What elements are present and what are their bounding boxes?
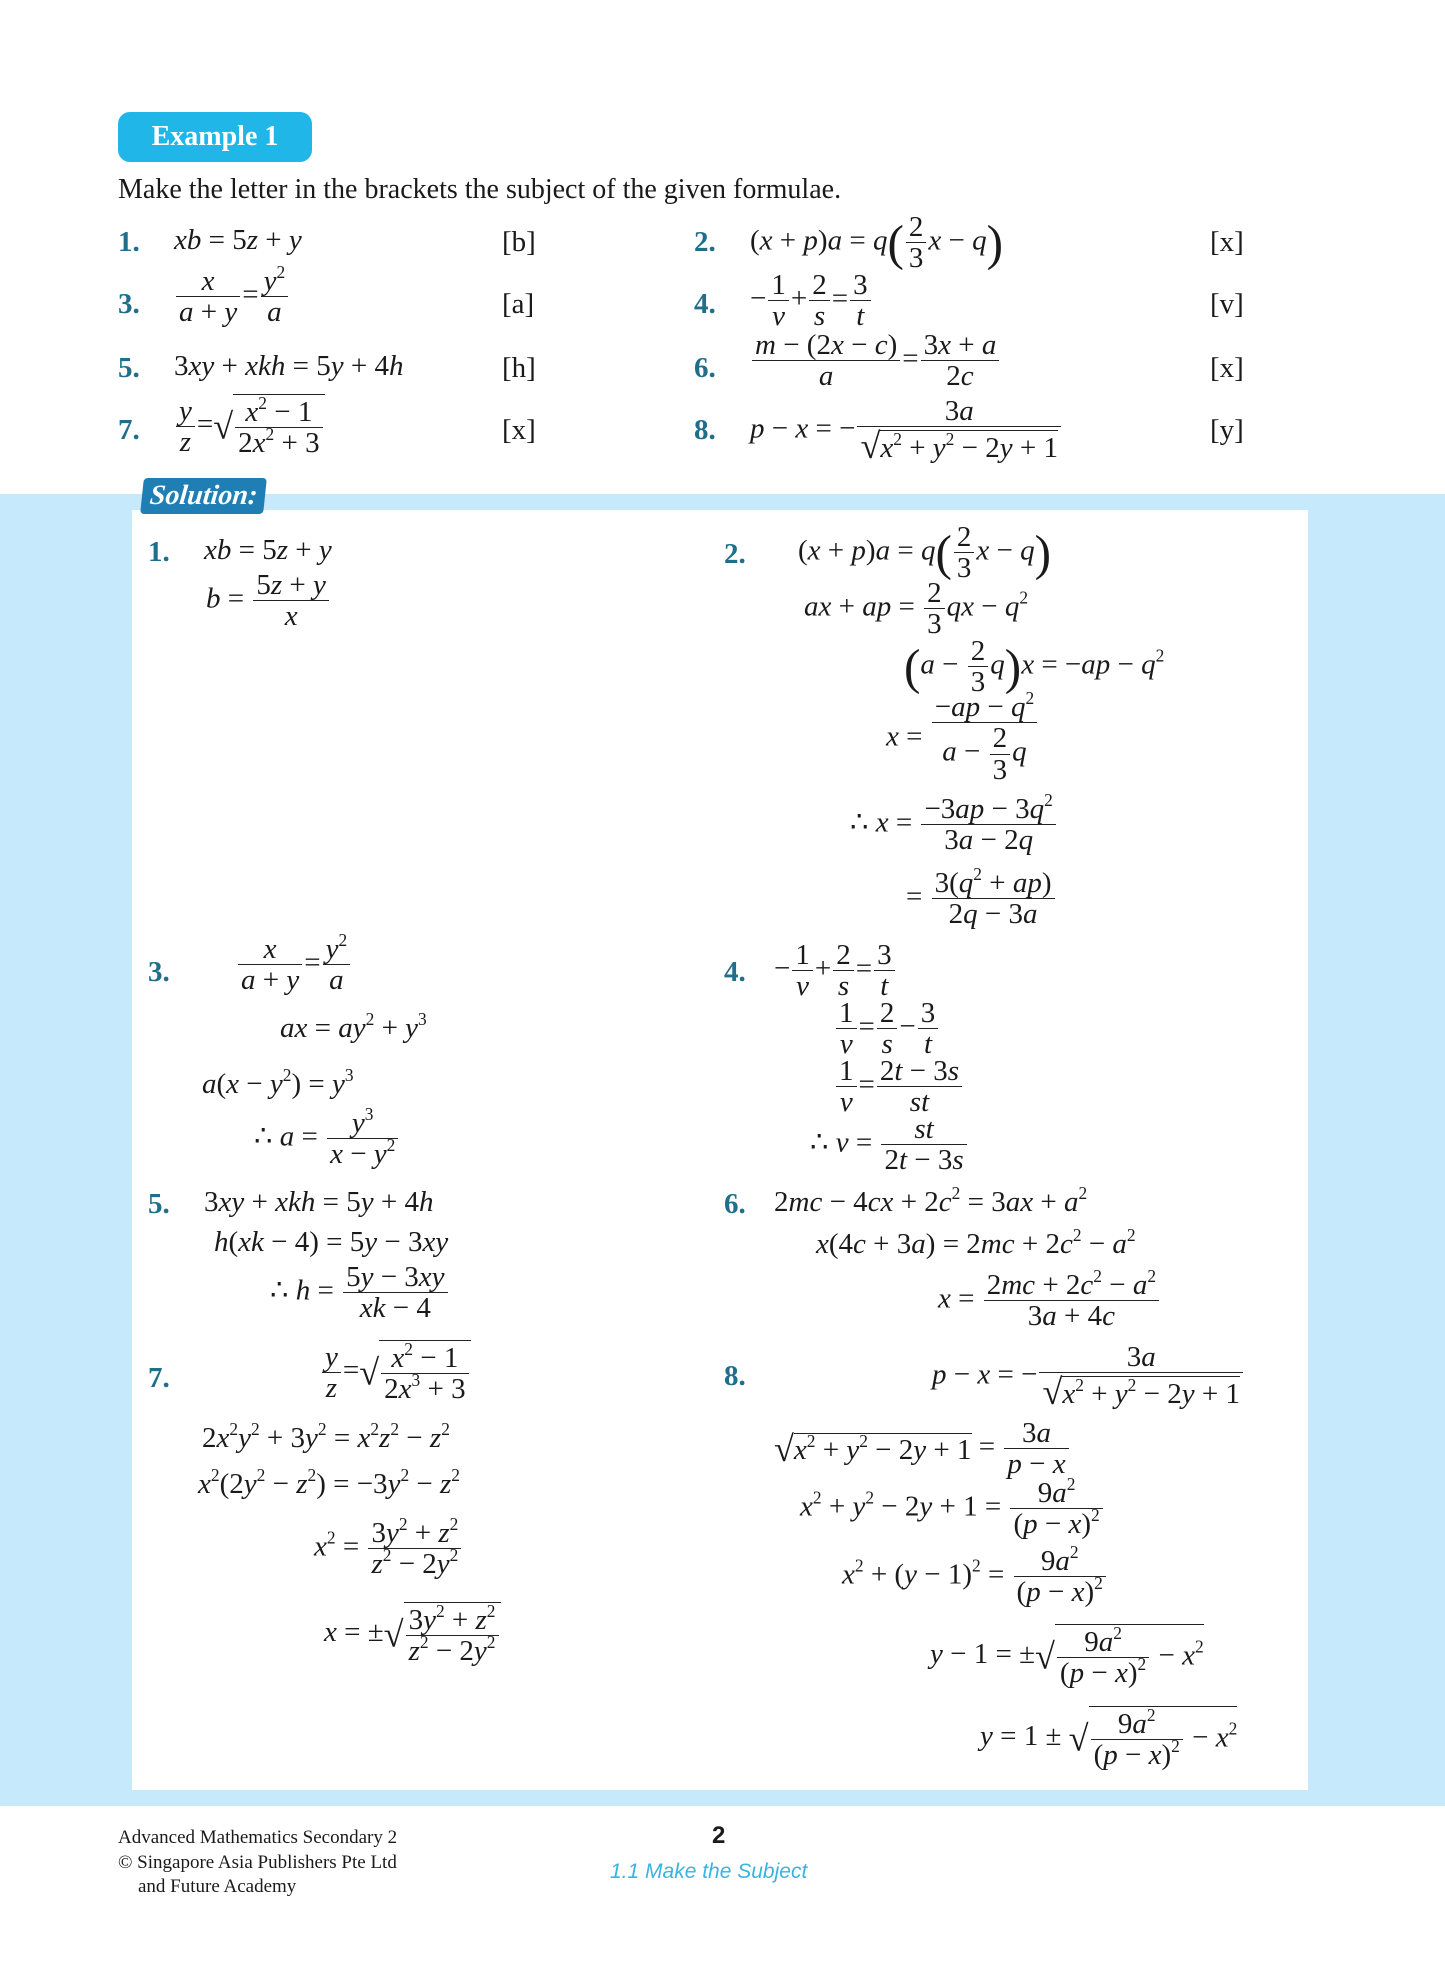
solution-step: $2x^2y^2 + 3y^2 = x^2z^2 - z^2$ [202, 1418, 450, 1454]
question-formula: (x + p)a = q( $\frac{2}{3}$ x − q) [750, 211, 1004, 275]
solution-step: ∴ v = $\frac{st}{2t - 3s}$ [810, 1114, 969, 1176]
footer-book-info [118, 1826, 397, 1900]
solution-step: ∴ x = $\frac{-3ap - 3q^2}{3a - 2q}$ [850, 794, 1058, 856]
question-formula: xb = 5z + y [174, 224, 302, 256]
footer-book-title: Advanced Mathematics Secondary 2 [118, 1827, 398, 1848]
subject-bracket: [a] [502, 288, 535, 320]
question-number: 2. [694, 226, 716, 258]
solution-number: 1. [148, 536, 170, 568]
solution-label: Solution: [140, 478, 267, 514]
solution-step: x = $-ap - q^2$ a − $\frac{2}{3}$ q [886, 692, 1039, 785]
question-number: 5. [118, 352, 140, 384]
solution-step: y − 1 = ±√ $\frac{9a^2}{(p - x)^2}$ − $x^2$ [930, 1622, 1204, 1690]
subject-bracket: [x] [1210, 352, 1244, 384]
section-title: 1.1 Make the Subject [610, 1860, 808, 1883]
solution-step: ax = $ay^2 + y^3$ [280, 1008, 427, 1044]
solution-step: 3xy + xkh = 5y + 4h [204, 1186, 434, 1218]
question-formula: 3xy + xkh = 5y + 4h [174, 350, 404, 382]
question-number: 1. [118, 226, 140, 258]
solution-number: 2. [724, 538, 746, 570]
question-formula: $\frac{y}{z}$ =√ $\frac{x^2 - 1}{2x^2 + 3}$ [174, 394, 325, 459]
solution-step: $x^2$ = $\frac{3y^2 + z^2}{z^2 - 2y^2}$ [314, 1518, 463, 1580]
solution-step: b = $\frac{5z + y}{x}$ [206, 570, 331, 632]
solution-step: xb = 5z + y [204, 534, 332, 566]
solution-step: − $\frac{1}{v}$ + $\frac{2}{s}$ = $\frac{3}{t}$ [774, 940, 897, 1002]
question-formula: $\frac{x}{a + y}$ = $\frac{y^2}{a}$ [174, 266, 290, 328]
solution-number: 4. [724, 956, 746, 988]
solution-step: (x + p)a = q( $\frac{2}{3}$ x − q) [798, 521, 1052, 585]
solution-step: x = ±√ $\frac{3y^2 + z^2}{z^2 - 2y^2}$ [324, 1602, 501, 1667]
solution-step: = $\frac{3(q^2 + ap)}{2q - 3a}$ [906, 868, 1057, 930]
solution-step: h(xk − 4) = 5y − 3xy [214, 1226, 449, 1258]
solution-step: $x^2 + y^2 - 2y + 1$ = $\frac{9a^2}{(p - x)^2}$ [800, 1478, 1105, 1540]
subject-bracket: [b] [502, 226, 536, 258]
solution-step: y = 1 ± √ $\frac{9a^2}{(p - x)^2}$ − $x^2$ [980, 1704, 1238, 1772]
question-number: 4. [694, 288, 716, 320]
solution-step: ∴ h = $\frac{5y - 3xy}{xk - 4}$ [270, 1262, 450, 1324]
question-number: 7. [118, 414, 140, 446]
solution-step: (a − $\frac{2}{3}$ $q)x = -ap - q^2$ [904, 635, 1165, 699]
solution-step: $a(x - y^2) = y^3$ [202, 1064, 354, 1100]
solution-step: $x^2 + (y - 1)^2$ = $\frac{9a^2}{(p - x)^2}$ [842, 1546, 1108, 1608]
solution-number: 3. [148, 956, 170, 988]
question-formula: − $\frac{1}{v}$ + $\frac{2}{s}$ = $\frac{3}{t}$ [750, 270, 873, 332]
solution-step: ax + ap = $\frac{2}{3}$ qx − $q^2$ [804, 577, 1029, 641]
instruction-text: Make the letter in the brackets the subject of the given formulae. [118, 174, 842, 205]
solution-step: ∴ a = $\frac{y^3}{x - y^2}$ [254, 1108, 400, 1170]
solution-number: 8. [724, 1360, 746, 1392]
solution-number: 5. [148, 1188, 170, 1220]
subject-bracket: [v] [1210, 288, 1244, 320]
subject-bracket: [x] [1210, 226, 1244, 258]
question-formula: $\frac{m - (2x - c)}{a}$ = $\frac{3x + a}{2c}$ [750, 330, 1001, 392]
question-formula: p − x = − $\frac{3a}{√x^2 + y^2 - 2y + 1}$ [750, 396, 1063, 466]
solution-step: $\frac{x}{a + y}$ = $\frac{y^2}{a}$ [236, 934, 352, 996]
subject-bracket: [h] [502, 352, 536, 384]
page-number: 2 [712, 1822, 726, 1849]
solution-step: $2mc - 4cx + 2c^2 = 3ax + a^2$ [774, 1182, 1088, 1218]
solution-step: p − x = − $\frac{3a}{√x^2 + y^2 - 2y + 1}$ [932, 1342, 1245, 1412]
solution-step: $\frac{y}{z}$ =√ $\frac{x^2 - 1}{2x^3 + 3}$ [320, 1340, 471, 1405]
solution-step: $\frac{1}{v}$ = $\frac{2t - 3s}{st}$ [834, 1056, 964, 1118]
solution-number: 6. [724, 1188, 746, 1220]
solution-step: $\frac{1}{v}$ = $\frac{2}{s}$ − $\frac{3}{t}$ [834, 998, 940, 1060]
solution-step: x = $\frac{2mc + 2c^2 - a^2}{3a + 4c}$ [938, 1270, 1161, 1332]
solution-step: $x^2(2y^2 - z^2) = -3y^2 - z^2$ [198, 1464, 460, 1500]
example-badge: Example 1 [118, 112, 312, 162]
solution-step: $√x^2 + y^2 - 2y + 1$ = $\frac{3a}{p - x}$ [774, 1418, 1071, 1480]
subject-bracket: [x] [502, 414, 536, 446]
solution-number: 7. [148, 1362, 170, 1394]
subject-bracket: [y] [1210, 414, 1244, 446]
question-number: 3. [118, 288, 140, 320]
question-number: 6. [694, 352, 716, 384]
footer-copyright-cont: and Future Academy [138, 1876, 297, 1898]
question-number: 8. [694, 414, 716, 446]
footer-copyright: © Singapore Asia Publishers Pte Ltd [118, 1851, 397, 1873]
solution-step: $x(4c + 3a) = 2mc + 2c^2 - a^2$ [816, 1224, 1136, 1260]
